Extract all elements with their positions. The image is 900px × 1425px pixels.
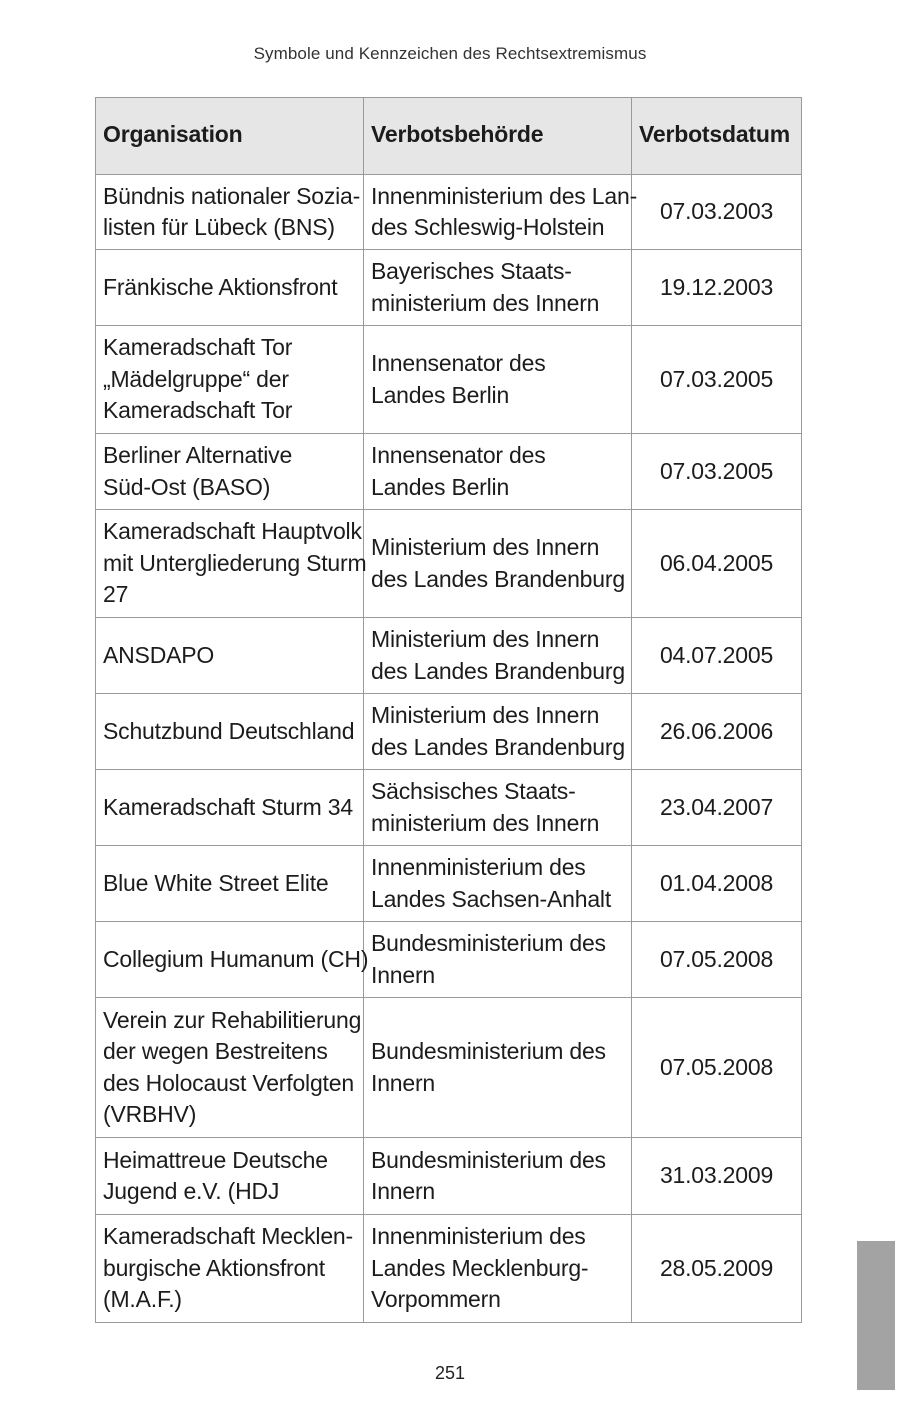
cell-verbotsbehoerde bbox=[364, 618, 632, 694]
cell-organisation bbox=[96, 326, 364, 434]
ban-table bbox=[95, 97, 802, 1323]
cell-verbotsbehoerde bbox=[364, 326, 632, 434]
cell-organisation bbox=[96, 998, 364, 1138]
header-organisation: Organisation bbox=[96, 98, 364, 175]
cell-verbotsbehoerde bbox=[364, 922, 632, 998]
cell-verbotsbehoerde bbox=[364, 434, 632, 510]
cell-verbotsdatum: 26.06.2006 bbox=[632, 694, 802, 770]
cell-organisation bbox=[96, 175, 364, 250]
cell-verbotsdatum: 19.12.2003 bbox=[632, 250, 802, 326]
cell-organisation-line: Schutzbund Deutschland bbox=[103, 717, 355, 744]
cell-organisation bbox=[96, 510, 367, 618]
cell-verbotsdatum: 06.04.2005 bbox=[632, 510, 802, 618]
cell-verbotsdatum: 07.03.2005 bbox=[632, 326, 802, 434]
table-body bbox=[96, 175, 802, 1323]
cell-organisation bbox=[96, 618, 364, 694]
cell-verbotsbehoerde-line: Landes Berlin bbox=[371, 381, 510, 408]
cell-verbotsdatum: 07.03.2005 bbox=[632, 434, 802, 510]
table-row bbox=[96, 694, 802, 770]
cell-verbotsbehoerde-line: Ministerium des Innern bbox=[371, 534, 600, 560]
cell-verbotsbehoerde-line: des Landes Brandenburg bbox=[371, 565, 625, 592]
cell-organisation-line: „Mädelgruppe“ der bbox=[103, 365, 289, 392]
cell-verbotsdatum: 23.04.2007 bbox=[632, 770, 802, 846]
cell-verbotsbehoerde-line: Innern bbox=[371, 1069, 436, 1096]
cell-verbotsbehoerde-line: Landes Sachsen-Anhalt bbox=[371, 885, 612, 912]
cell-verbotsbehoerde-line: Innenministerium des bbox=[371, 1223, 586, 1250]
table-row bbox=[96, 1215, 802, 1323]
cell-verbotsbehoerde bbox=[364, 694, 632, 770]
header-verbotsdatum: Verbotsdatum bbox=[632, 98, 802, 175]
cell-organisation-line: Verein zur Rehabilitierung bbox=[103, 1006, 362, 1033]
cell-verbotsbehoerde-line: Bayerisches Staats- bbox=[371, 258, 572, 284]
cell-verbotsbehoerde-line: Landes Mecklenburg- bbox=[371, 1254, 589, 1281]
cell-verbotsbehoerde-line: Bundesministerium des bbox=[371, 1146, 606, 1173]
cell-organisation-line: Blue White Street Elite bbox=[103, 869, 329, 896]
cell-organisation-line: ANSDAPO bbox=[103, 641, 215, 668]
cell-organisation-line: mit Untergliederung Sturm bbox=[103, 549, 367, 576]
cell-verbotsdatum: 28.05.2009 bbox=[632, 1215, 802, 1323]
table-row bbox=[96, 922, 802, 998]
table-row bbox=[96, 998, 802, 1138]
cell-verbotsbehoerde-line: Bundesministerium des bbox=[371, 930, 606, 956]
cell-organisation-line: des Holocaust Verfolgten bbox=[103, 1069, 354, 1096]
table-row bbox=[96, 434, 802, 510]
cell-verbotsbehoerde-line: Vorpommern bbox=[371, 1286, 501, 1313]
table-row bbox=[96, 326, 802, 434]
cell-organisation bbox=[96, 1138, 364, 1215]
cell-verbotsbehoerde bbox=[364, 510, 632, 618]
table-row bbox=[96, 510, 802, 618]
table-row bbox=[96, 1138, 802, 1215]
cell-organisation-line: der wegen Bestreitens bbox=[103, 1038, 328, 1064]
cell-verbotsdatum: 31.03.2009 bbox=[632, 1138, 802, 1215]
cell-organisation-line: Kameradschaft Sturm 34 bbox=[103, 793, 353, 820]
page-number: 251 bbox=[434, 1363, 466, 1383]
cell-verbotsbehoerde-line: des Landes Brandenburg bbox=[371, 733, 625, 760]
cell-verbotsbehoerde bbox=[364, 846, 632, 922]
cell-verbotsdatum: 01.04.2008 bbox=[632, 846, 802, 922]
table-row bbox=[96, 175, 802, 250]
cell-verbotsdatum: 07.05.2008 bbox=[632, 922, 802, 998]
cell-organisation bbox=[96, 846, 364, 922]
table-row bbox=[96, 250, 802, 326]
cell-organisation-line: burgische Aktionsfront bbox=[103, 1254, 325, 1281]
cell-organisation-line: listen für Lübeck (BNS) bbox=[103, 214, 335, 240]
cell-verbotsbehoerde-line: Sächsisches Staats- bbox=[371, 778, 576, 804]
cell-verbotsbehoerde-line: des Landes Brandenburg bbox=[371, 657, 625, 684]
cell-verbotsbehoerde-line: Innensenator des bbox=[371, 350, 546, 376]
header-verbotsbehoerde: Verbotsbehörde bbox=[364, 98, 632, 175]
cell-verbotsbehoerde-line: Bundesministerium des bbox=[371, 1038, 606, 1064]
cell-verbotsdatum: 07.03.2003 bbox=[632, 175, 802, 250]
cell-verbotsbehoerde bbox=[364, 250, 632, 326]
cell-verbotsbehoerde-line: Innern bbox=[371, 961, 436, 988]
cell-verbotsdatum: 04.07.2005 bbox=[632, 618, 802, 694]
cell-verbotsbehoerde-line: Ministerium des Innern bbox=[371, 702, 600, 728]
cell-organisation bbox=[96, 434, 364, 510]
cell-verbotsbehoerde-line: Ministerium des Innern bbox=[371, 626, 600, 652]
table-row bbox=[96, 770, 802, 846]
cell-organisation-line: Süd-Ost (BASO) bbox=[103, 473, 271, 500]
cell-verbotsbehoerde-line: Innenministerium des bbox=[371, 854, 586, 880]
cell-verbotsbehoerde bbox=[364, 770, 632, 846]
cell-verbotsbehoerde-line: ministerium des Innern bbox=[371, 289, 600, 316]
cell-verbotsbehoerde-line: Innensenator des bbox=[371, 442, 546, 468]
cell-organisation bbox=[96, 922, 369, 998]
cell-verbotsbehoerde bbox=[364, 175, 638, 250]
cell-verbotsbehoerde bbox=[364, 1138, 632, 1215]
cell-verbotsbehoerde-line: Innern bbox=[371, 1178, 436, 1204]
cell-verbotsdatum: 07.05.2008 bbox=[632, 998, 802, 1138]
cell-organisation-line: 27 bbox=[103, 581, 129, 608]
cell-verbotsbehoerde bbox=[364, 1215, 632, 1323]
cell-organisation bbox=[96, 250, 364, 326]
cell-verbotsbehoerde-line: ministerium des Innern bbox=[371, 809, 600, 836]
cell-organisation-line: Jugend e.V. (HDJ bbox=[103, 1178, 280, 1204]
cell-organisation-line: (M.A.F.) bbox=[103, 1286, 182, 1313]
cell-organisation-line: (VRBHV) bbox=[103, 1101, 197, 1127]
cell-organisation bbox=[96, 1215, 364, 1323]
cell-organisation bbox=[96, 770, 364, 846]
cell-organisation-line: Kameradschaft Mecklen- bbox=[103, 1223, 353, 1250]
cell-organisation-line: Kameradschaft Tor bbox=[103, 397, 293, 424]
cell-verbotsbehoerde-line: Innenministerium des Lan- bbox=[371, 182, 638, 209]
running-head: Symbole und Kennzeichen des Rechtsextremismus bbox=[253, 44, 647, 63]
table-row bbox=[96, 618, 802, 694]
table-row bbox=[96, 846, 802, 922]
cell-organisation-line: Kameradschaft Hauptvolk bbox=[103, 518, 362, 545]
thumb-index-tab bbox=[857, 1241, 895, 1390]
cell-organisation-line: Bündnis nationaler Sozia- bbox=[103, 182, 361, 209]
cell-organisation-line: Berliner Alternative bbox=[103, 442, 293, 468]
cell-verbotsbehoerde bbox=[364, 998, 632, 1138]
cell-organisation-line: Collegium Humanum (CH) bbox=[103, 945, 369, 972]
cell-organisation-line: Heimattreue Deutsche bbox=[103, 1146, 328, 1173]
cell-verbotsbehoerde-line: Landes Berlin bbox=[371, 473, 510, 500]
table-header-row bbox=[96, 98, 802, 175]
cell-organisation-line: Kameradschaft Tor bbox=[103, 334, 293, 361]
cell-organisation bbox=[96, 694, 364, 770]
cell-organisation-line: Fränkische Aktionsfront bbox=[103, 273, 338, 300]
cell-verbotsbehoerde-line: des Schleswig-Holstein bbox=[371, 214, 605, 240]
